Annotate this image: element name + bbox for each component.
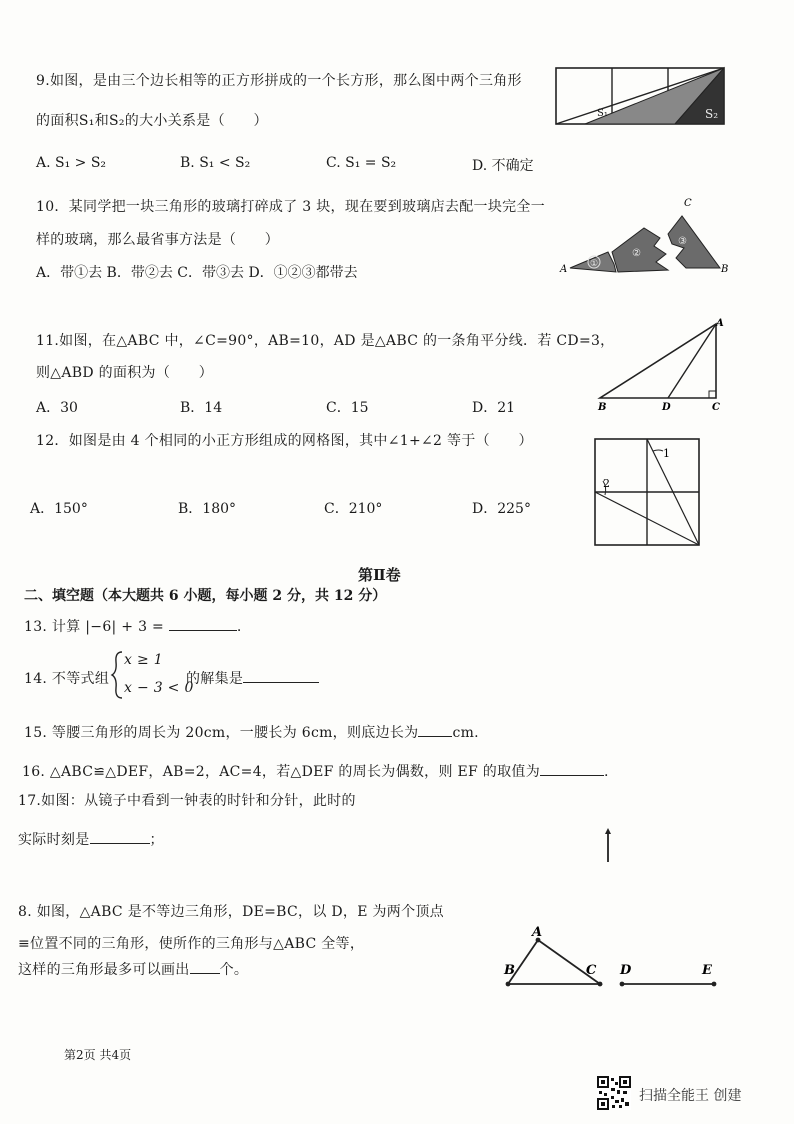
q17-suffix: ；: [149, 832, 164, 848]
q10-stem: 10．某同学把一块三角形的玻璃打碎成了 3 块，现在要到玻璃店去配一块完全一: [36, 199, 546, 215]
q14-line1: x ≥ 1: [124, 652, 163, 668]
q18-label-d: D: [620, 963, 632, 978]
q17-answer-blank[interactable]: [90, 829, 150, 844]
q10-label-c: C: [684, 198, 692, 209]
q14-suffix: 的解集是: [186, 671, 244, 687]
q9-figure: [555, 66, 731, 128]
q15-text: 15. 等腰三角形的周长为 20cm，一腰长为 6cm，则底边长为: [24, 725, 419, 741]
q9-option-b: B. S₁ < S₂: [180, 155, 251, 171]
scanner-watermark: 扫描全能王 创建: [639, 1088, 742, 1104]
q11-label-c: C: [712, 402, 720, 413]
q9-stem-2: 的面积S₁和S₂的大小关系是（ ）: [36, 113, 268, 129]
q16-suffix: .: [604, 764, 609, 780]
q14-brace-icon: [110, 650, 124, 700]
q9-option-a: A. S₁ > S₂: [36, 155, 107, 171]
q17-stem: 17.如图：从镜子中看到一钟表的时针和分针，此时的: [18, 793, 356, 809]
section-heading: 二、填空题（本大题共 6 小题，每小题 2 分，共 12 分）: [24, 588, 387, 604]
q9-label-s2: S₂: [705, 107, 719, 121]
q18-suffix: 个。: [219, 962, 249, 978]
q10-piece-3: ③: [678, 236, 687, 247]
q9-option-c: C. S₁ = S₂: [326, 155, 397, 171]
q18-stem-2: ≡位置不同的三角形，使所作的三角形与△ABC 全等，: [18, 936, 365, 952]
q18-answer-blank[interactable]: [190, 959, 220, 974]
q9-label-s1: S₁: [597, 108, 608, 119]
q13-expr: |−6| + 3 =: [85, 619, 165, 635]
q18-figure: [498, 920, 728, 992]
q9-stem: 9.如图，是由三个边长相等的正方形拼成的一个长方形，那么图中两个三角形: [36, 73, 522, 89]
q10-figure: [556, 196, 736, 276]
q13-prefix: 13. 计算: [24, 619, 81, 635]
q17-clock-hand-icon: [603, 826, 613, 866]
q16-text: 16. △ABC≌△DEF，AB=2，AC=4，若△DEF 的周长为偶数，则 EF 的取值为: [22, 764, 541, 780]
q13-suffix: .: [236, 619, 242, 635]
qr-code-icon: [597, 1076, 631, 1110]
q13-answer-blank[interactable]: [169, 616, 237, 631]
q18-label-c: C: [586, 963, 597, 978]
q10-piece-2: ②: [632, 248, 641, 259]
q17-stem-2-wrap: [18, 829, 164, 849]
q12-option-d: D．225°: [472, 501, 531, 517]
q11-option-c: C．15: [326, 400, 369, 416]
page-number: 第2页 共4页: [64, 1048, 132, 1062]
q18-label-e: E: [702, 963, 712, 978]
q12-option-a: A．150°: [30, 501, 88, 517]
q10-piece-1: ①: [590, 259, 599, 269]
q9-option-d: D. 不确定: [472, 158, 534, 174]
q12-figure: [593, 437, 703, 549]
q18-label-a: A: [532, 925, 543, 940]
q14-suffix-wrap: [186, 668, 319, 688]
q12-stem: 12．如图是由 4 个相同的小正方形组成的网格图，其中∠1+∠2 等于（ ）: [36, 433, 533, 449]
q12-option-c: C．210°: [324, 501, 383, 517]
q13: [24, 616, 242, 636]
q11-option-d: D．21: [472, 400, 516, 416]
q18-label-b: B: [504, 963, 515, 978]
q18-stem: 8. 如图，△ABC 是不等边三角形，DE=BC，以 D，E 为两个顶点: [18, 904, 444, 920]
q17-stem-2: 实际时刻是: [18, 832, 90, 848]
q18-stem-3-wrap: [18, 959, 248, 979]
q16: [22, 761, 609, 781]
q18-stem-3: 这样的三角形最多可以画出: [18, 962, 190, 978]
q12-label-2: 2: [603, 477, 610, 490]
q10-options: A．带①去 B．带②去 C．带③去 D．①②③都带去: [36, 265, 358, 281]
q11-stem: 11.如图，在△ABC 中，∠C=90°，AB=10，AD 是△ABC 的一条角平分线．若 CD=3，: [36, 333, 615, 349]
q12-label-1: 1: [663, 447, 670, 460]
q15: [24, 722, 479, 742]
q11-figure: [594, 316, 734, 414]
q11-option-a: A．30: [36, 400, 78, 416]
q14-answer-blank[interactable]: [243, 668, 319, 683]
q11-label-d: D: [662, 402, 671, 413]
q12-option-b: B．180°: [178, 501, 237, 517]
q11-stem-2: 则△ABD 的面积为（ ）: [36, 365, 214, 381]
q15-answer-blank[interactable]: [418, 722, 452, 737]
q10-label-a: A: [560, 264, 568, 275]
q10-stem-2: 样的玻璃，那么最省事方法是（ ）: [36, 232, 280, 248]
q15-unit: cm.: [452, 725, 479, 741]
q10-label-b: B: [721, 264, 729, 275]
q14-prefix: 14. 不等式组: [24, 671, 110, 687]
q14-line2: x − 3 < 0: [124, 680, 194, 696]
q11-label-b: B: [598, 402, 607, 413]
q11-label-a: A: [716, 318, 724, 329]
q11-option-b: B．14: [180, 400, 223, 416]
q16-answer-blank[interactable]: [540, 761, 604, 776]
section-title: 第Ⅱ卷: [358, 566, 401, 584]
